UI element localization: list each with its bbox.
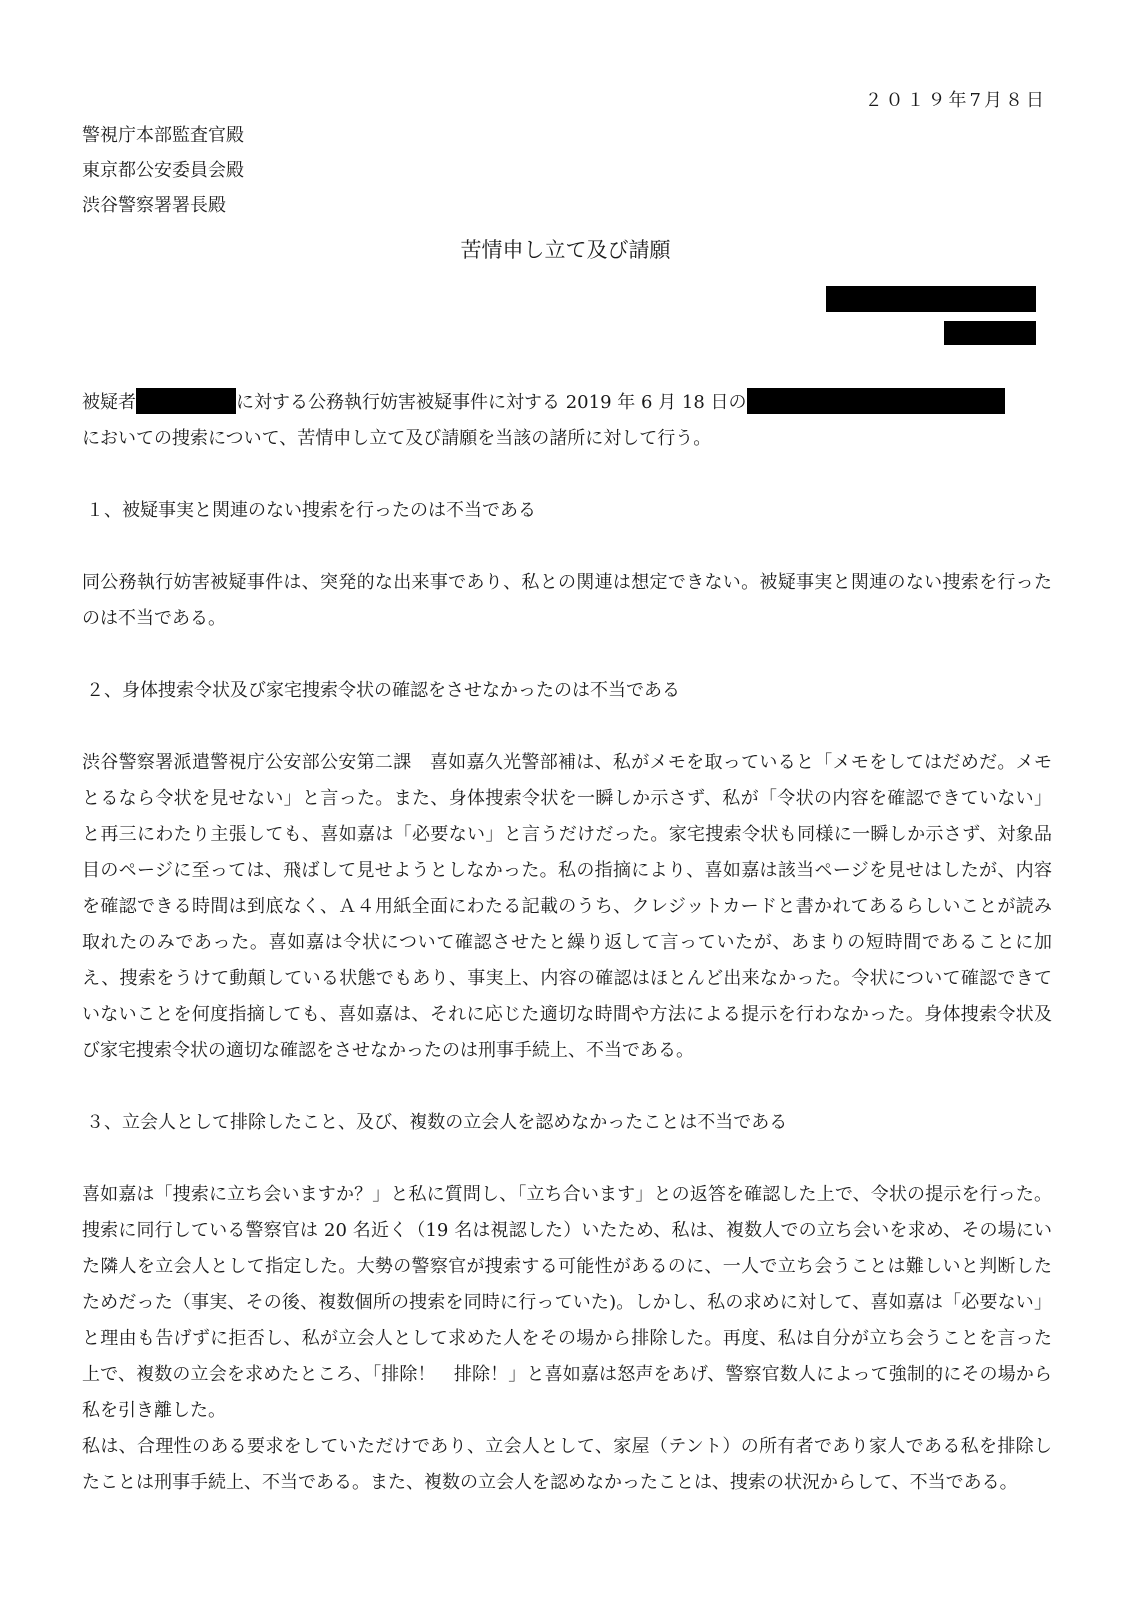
document-title: 苦情申し立て及び請願 (460, 238, 671, 262)
intro-text-3: においての捜索について、苦情申し立て及び請願を当該の諸所に対して行う。 (82, 428, 712, 449)
addressee-1: 警視庁本部監査官殿 (82, 125, 244, 146)
section-2-heading: ２、身体捜索令状及び家宅捜索令状の確認をさせなかったのは不当である (86, 680, 680, 701)
section-3-heading: ３、立会人として排除したこと、及び、複数の立会人を認めなかったことは不当である (86, 1112, 788, 1133)
document-date: ２０１９年7月８日 (864, 90, 1047, 111)
section-2-paragraph-1: 渋谷警察署派遣警視庁公安部公安第二課 喜如嘉久光警部補は、私がメモを取っていると「メモをしてはだめだ。メモとるなら令状を見せない」と言った。また、身体捜索令状を一瞬しか示さず、私が「令状の内容を確認できていない」と再三にわたり主張しても、喜如嘉は「必要ない」と言うだけだった。家宅捜索令状も同様に一瞬しか示さず、対象品目のページに至っては、飛ばして見せようとしなかった。私の指摘により、喜如嘉は該当ページを見せはしたが、内容を確認できる時間は到底なく、Ａ４用紙全面にわたる記載のうち、クレジットカードと書かれてあるらしいことが読み取れたのみであった。喜如嘉は令状について確認させたと繰り返して言っていたが、あまりの短時間であることに加え、捜索をうけて動顛している状態でもあり、事実上、内容の確認はほとんど出来なかった。令状について確認できていないことを何度指摘しても、喜如嘉は、それに応じた適切な時間や方法による提示を行わなかった。身体捜索令状及び家宅捜索令状の適切な確認をさせなかったのは刑事手続上、不当である。 (82, 752, 1052, 1061)
section-3-paragraph-2: 私は、合理性のある要求をしていただけであり、立会人として、家屋（テント）の所有者であり家人である私を排除したことは刑事手続上、不当である。また、複数の立会人を認めなかったことは、捜索の状況からして、不当である。 (82, 1436, 1052, 1493)
location-redaction (747, 388, 1005, 414)
section-1-paragraph-1: 同公務執行妨害被疑事件は、突発的な出来事であり、私との関連は想定できない。被疑事実と関連のない捜索を行ったのは不当である。 (82, 572, 1052, 629)
suspect-name-redaction (136, 388, 236, 414)
sender-sub-redaction (944, 321, 1036, 345)
addressee-2: 東京都公安委員会殿 (82, 160, 244, 181)
section-3-paragraph-1: 喜如嘉は「捜索に立ち会いますか？」と私に質問し、「立ち合います」との返答を確認した上で、令状の提示を行った。捜索に同行している警察官は 20 名近く（19 名は視認した）いたため、私は、複数人での立ち会いを求め、その場にいた隣人を立会人として指定した。大勢の警察官が捜索する可能性があるのに、一人で立ち会うことは難しいと判断したためだった（事実、その後、複数個所の捜索を同時に行っていた)。しかし、私の求めに対して、喜如嘉は「必要ない」と理由も告げずに拒否し、私が立会人として求めた人をその場から排除した。再度、私は自分が立ち会うことを言った上で、複数の立会を求めたところ、「排除！ 排除！」と喜如嘉は怒声をあげ、警察官数人によって強制的にその場から私を引き離した。 (82, 1184, 1052, 1421)
sender-name-redaction (826, 286, 1036, 312)
intro-text-1: 被疑者 (82, 392, 136, 413)
section-1-heading: １、被疑事実と関連のない捜索を行ったのは不当である (86, 500, 536, 521)
addressee-3: 渋谷警察署署長殿 (82, 195, 226, 216)
intro-paragraph (82, 385, 1052, 421)
document-body (82, 385, 1052, 1501)
addressee-list (82, 118, 244, 223)
intro-text-2: に対する公務執行妨害被疑事件に対する 2019 年 6 月 18 日の (236, 392, 747, 413)
